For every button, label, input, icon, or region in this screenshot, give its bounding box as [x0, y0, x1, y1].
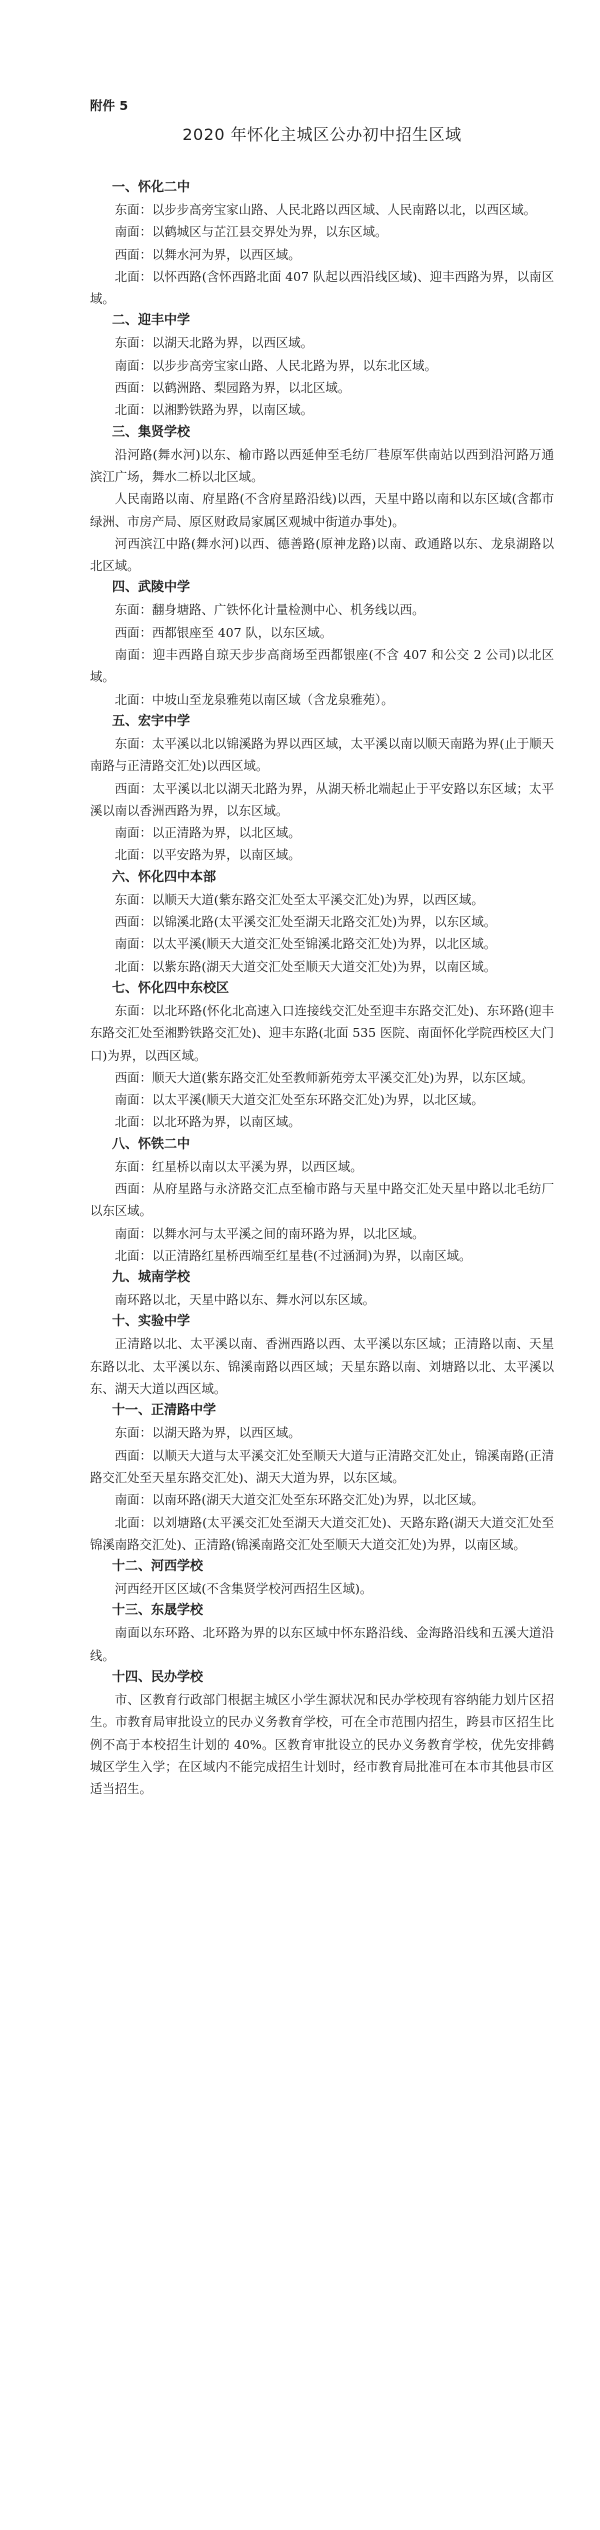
section-heading: 九、城南学校	[112, 1270, 191, 1286]
section-paragraph: 沿河路(舞水河)以东、榆市路以西延伸至毛纺厂巷原军供南站以西到沿河路万通滨江广场，舞水二桥以北区域。	[90, 446, 554, 484]
attachment-label: 附件 5	[90, 98, 129, 113]
section-paragraph: 南面：以南环路(湖天大道交汇处至东环路交汇处)为界，以北区域。	[114, 1492, 484, 1508]
sections-container	[90, 177, 554, 1801]
section	[90, 1556, 554, 1600]
section-paragraph: 北面：以怀西路(含怀西路北面 407 队起以西沿线区域)、迎丰西路为界，以南区域。	[90, 268, 554, 307]
section-paragraph: 北面：以平安路为界，以南区域。	[114, 847, 301, 863]
section-paragraph: 北面：以刘塘路(太平溪交汇处至湖天大道交汇处)、天路东路(湖天大道交汇处至锦溪南路交汇处)、正清路(锦溪南路交汇处至顺天大道交汇处)为界，以南区域。	[90, 1514, 554, 1552]
section-heading: 六、怀化四中本部	[112, 869, 217, 885]
section-heading: 八、怀铁二中	[112, 1136, 191, 1152]
section	[90, 1667, 554, 1800]
section-paragraph: 河西经开区区域(不含集贤学校河西招生区域)。	[114, 1581, 373, 1597]
section-paragraph: 西面：以顺天大道与太平溪交汇处至顺天大道与正清路交汇处止，锦溪南路(正清路交汇处至天星东路交汇处)、湖天大道为界，以东区域。	[90, 1447, 554, 1485]
section-paragraph: 南面：以舞水河与太平溪之间的南环路为界，以北区域。	[114, 1225, 425, 1241]
section	[90, 711, 554, 867]
section	[90, 310, 554, 421]
section-paragraph: 东面：红星桥以南以太平溪为界，以西区域。	[114, 1158, 363, 1174]
section-paragraph: 西面：以锦溪北路(太平溪交汇处至湖天北路交汇处)为界，以东区域。	[114, 914, 497, 930]
section-paragraph: 东面：以顺天大道(紫东路交汇处至太平溪交汇处)为界，以西区域。	[114, 891, 484, 907]
page-title: 2020 年怀化主城区公办初中招生区域	[182, 125, 462, 144]
section-paragraph: 东面：太平溪以北以锦溪路为界以西区域，太平溪以南以顺天南路为界(止于顺天南路与正清路交汇处)以西区域。	[90, 735, 554, 774]
section-paragraph: 河西滨江中路(舞水河)以西、德善路(原神龙路)以南、政通路以东、龙泉湖路以北区域。	[90, 535, 554, 574]
section-heading: 五、宏宇中学	[112, 713, 191, 729]
section-paragraph: 南面：以太平溪(顺天大道交汇处至锦溪北路交汇处)为界，以北区域。	[114, 936, 497, 952]
section-paragraph: 北面：以紫东路(湖天大道交汇处至顺天大道交汇处)为界，以南区域。	[114, 958, 497, 974]
section-heading: 四、武陵中学	[112, 580, 191, 596]
section-paragraph: 人民南路以南、府星路(不含府星路沿线)以西，天星中路以南和以东区域(含都市绿洲、市房产局、原区财政局家属区观城中街道办事处)。	[90, 491, 554, 529]
section-paragraph: 西面：顺天大道(紫东路交汇处至教师新苑旁太平溪交汇处)为界，以东区域。	[114, 1069, 534, 1085]
section-paragraph: 东面：翻身塘路、广铁怀化计量检测中心、机务线以西。	[114, 602, 425, 618]
section-paragraph: 南面：以步步高旁宝家山路、人民北路为界，以东北区域。	[114, 357, 437, 373]
section-heading: 十三、东晟学校	[112, 1603, 204, 1619]
section-paragraph: 西面：以鹤洲路、梨园路为界，以北区域。	[114, 380, 351, 396]
section	[90, 1400, 554, 1556]
section-paragraph: 东面：以步步高旁宝家山路、人民北路以西区域、人民南路以北，以西区域。	[114, 202, 537, 217]
section-paragraph: 正清路以北、太平溪以南、香洲西路以西、太平溪以东区域；正清路以南、天星东路以北、太平溪以东、锦溪南路以西区域；天星东路以南、刘塘路以北、太平溪以东、湖天大道以西区域。	[90, 1336, 554, 1397]
section-paragraph: 东面：以湖天路为界，以西区域。	[114, 1425, 301, 1441]
section-paragraph: 北面：以湘黔铁路为界，以南区域。	[114, 402, 314, 418]
section-paragraph: 西面：太平溪以北以湖天北路为界，从湖天桥北端起止于平安路以东区域；太平溪以南以香洲西路为界，以东区域。	[90, 780, 554, 818]
section	[90, 1134, 554, 1267]
section	[90, 867, 554, 978]
section	[90, 1267, 554, 1311]
section-heading: 一、怀化二中	[112, 180, 191, 195]
section-heading: 三、集贤学校	[112, 424, 191, 440]
section	[90, 422, 554, 578]
section-paragraph: 北面：以北环路为界，以南区域。	[114, 1114, 301, 1130]
section	[90, 577, 554, 710]
section-paragraph: 市、区教育行政部门根据主城区小学生源状况和民办学校现有容纳能力划片区招生。市教育局审批设立的民办义务教育学校，可在全市范围内招生，跨县市区招生比例不高于本校招生计划的 40%。区教育审批设立的民办义务教育学校，优先安排鹤城区学生入学；在区域内不能完成招生计划时，经市教育局批准可在本市其他县市区适当招生。	[90, 1692, 554, 1797]
section-paragraph: 东面：以湖天北路为界，以西区域。	[114, 335, 314, 351]
section-paragraph: 南面以东环路、北环路为界的以东区域中怀东路沿线、金海路沿线和五溪大道沿线。	[90, 1625, 554, 1663]
section-paragraph: 南面：以正清路为界，以北区域。	[114, 825, 301, 841]
section	[90, 177, 554, 310]
section-paragraph: 东面：以北环路(怀化北高速入口连接线交汇处至迎丰东路交汇处)、东环路(迎丰东路交汇处至湘黔铁路交汇处)、迎丰东路(北面 535 医院、南面怀化学院西校区大门口)为界，以西区域。	[90, 1002, 554, 1063]
section-paragraph: 西面：以舞水河为界，以西区域。	[114, 246, 301, 262]
section-paragraph: 北面：中坡山至龙泉雅苑以南区域（含龙泉雅苑）。	[114, 691, 394, 707]
section-paragraph: 西面：西都银座至 407 队，以东区域。	[114, 624, 333, 640]
section-paragraph: 西面：从府星路与永济路交汇点至榆市路与天星中路交汇处天星中路以北毛纺厂以东区域。	[90, 1180, 554, 1219]
section-paragraph: 北面：以正清路红星桥西端至红星巷(不过涵洞)为界，以南区域。	[114, 1247, 472, 1263]
section-heading: 十一、正清路中学	[112, 1403, 217, 1419]
section-paragraph: 南面：以太平溪(顺天大道交汇处至东环路交汇处)为界，以北区域。	[114, 1092, 484, 1108]
section-paragraph: 南环路以北，天星中路以东、舞水河以东区域。	[114, 1292, 375, 1308]
section-heading: 二、迎丰中学	[112, 313, 191, 329]
section	[90, 978, 554, 1134]
section-paragraph: 南面：以鹤城区与芷江县交界处为界，以东区域。	[114, 224, 388, 240]
section-heading: 十四、民办学校	[112, 1670, 204, 1686]
section	[90, 1600, 554, 1667]
section-heading: 七、怀化四中东校区	[112, 980, 230, 996]
section-paragraph: 南面：迎丰西路自琼天步步高商场至西都银座(不含 407 和公交 2 公司)以北区域。	[90, 647, 554, 685]
section-heading: 十、实验中学	[112, 1314, 191, 1330]
section	[90, 1311, 554, 1400]
section-heading: 十二、河西学校	[112, 1559, 204, 1575]
